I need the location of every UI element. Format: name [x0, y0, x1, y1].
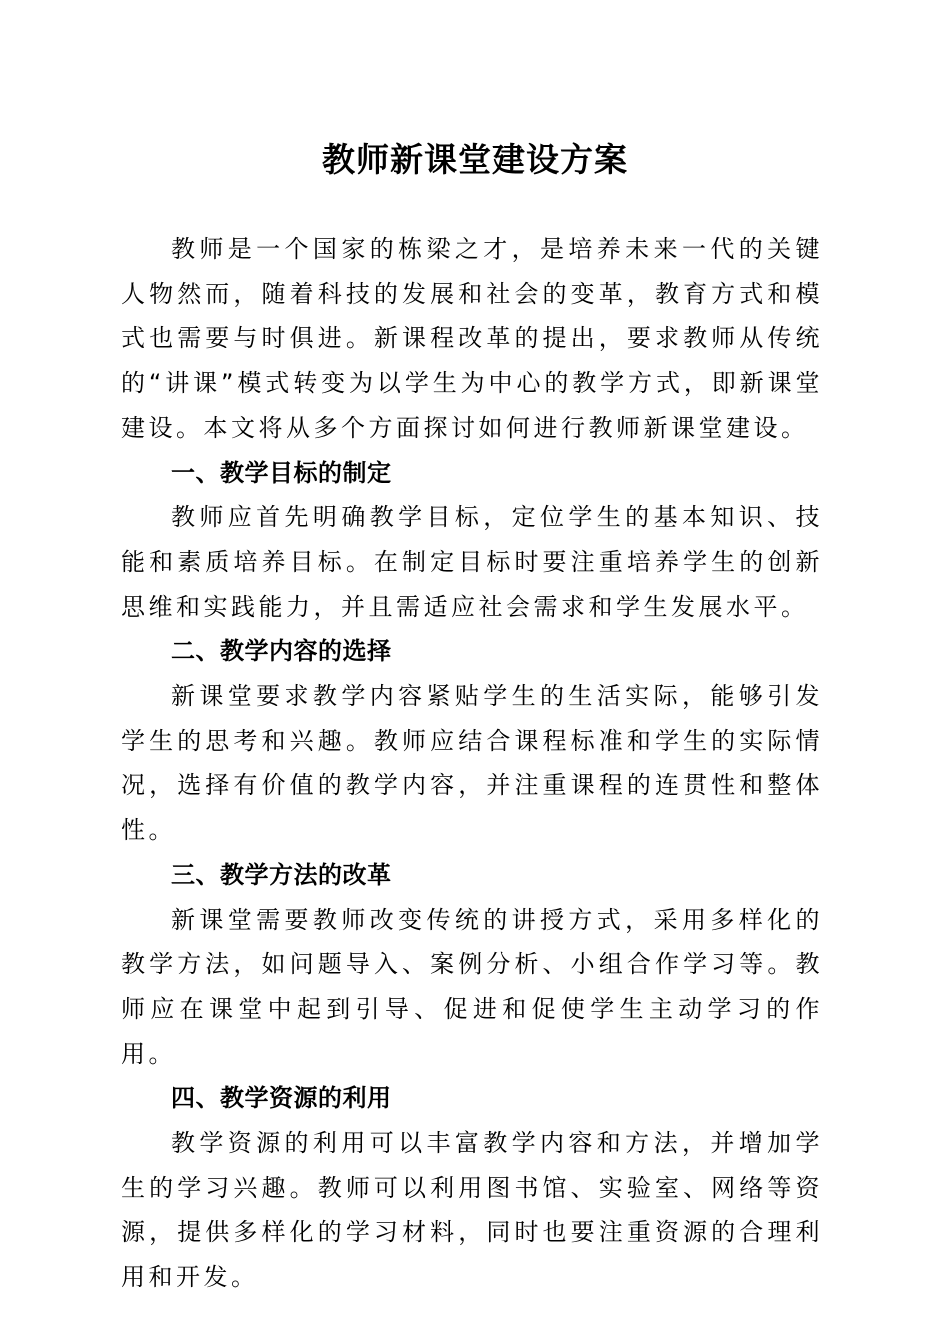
- section-paragraph-content: 新课堂要求教学内容紧贴学生的生活实际，能够引发学生的思考和兴趣。教师应结合课程标准和学生的实际情况，选择有价值的教学内容，并注重课程的连贯性和整体性。: [121, 682, 823, 845]
- document-body: [121, 227, 823, 1300]
- section-paragraph-resources: 教学资源的利用可以丰富教学内容和方法，并增加学生的学习兴趣。教师可以利用图书馆、实验室、网络等资源，提供多样化的学习材料，同时也要注重资源的合理利用和开发。: [121, 1129, 823, 1292]
- section-heading-goals: 一、教学目标的制定: [171, 458, 392, 487]
- section-heading-methods: 三、教学方法的改革: [171, 860, 392, 889]
- intro-paragraph: 教师是一个国家的栋梁之才，是培养未来一代的关键人物然而，随着科技的发展和社会的变革，教育方式和模式也需要与时俱进。新课程改革的提出，要求教师从传统的“讲课”模式转变为以学生为中心的教学方式，即新课堂建设。本文将从多个方面探讨如何进行教师新课堂建设。: [121, 235, 823, 442]
- section-paragraph-goals: 教师应首先明确教学目标，定位学生的基本知识、技能和素质培养目标。在制定目标时要注重培养学生的创新思维和实践能力，并且需适应社会需求和学生发展水平。: [121, 503, 823, 621]
- section-paragraph-methods: 新课堂需要教师改变传统的讲授方式，采用多样化的教学方法，如问题导入、案例分析、小组合作学习等。教师应在课堂中起到引导、促进和促使学生主动学习的作用。: [121, 905, 823, 1068]
- section-heading-content: 二、教学内容的选择: [171, 637, 392, 666]
- section-heading-resources: 四、教学资源的利用: [171, 1084, 392, 1113]
- document-title: 教师新课堂建设方案: [322, 140, 628, 179]
